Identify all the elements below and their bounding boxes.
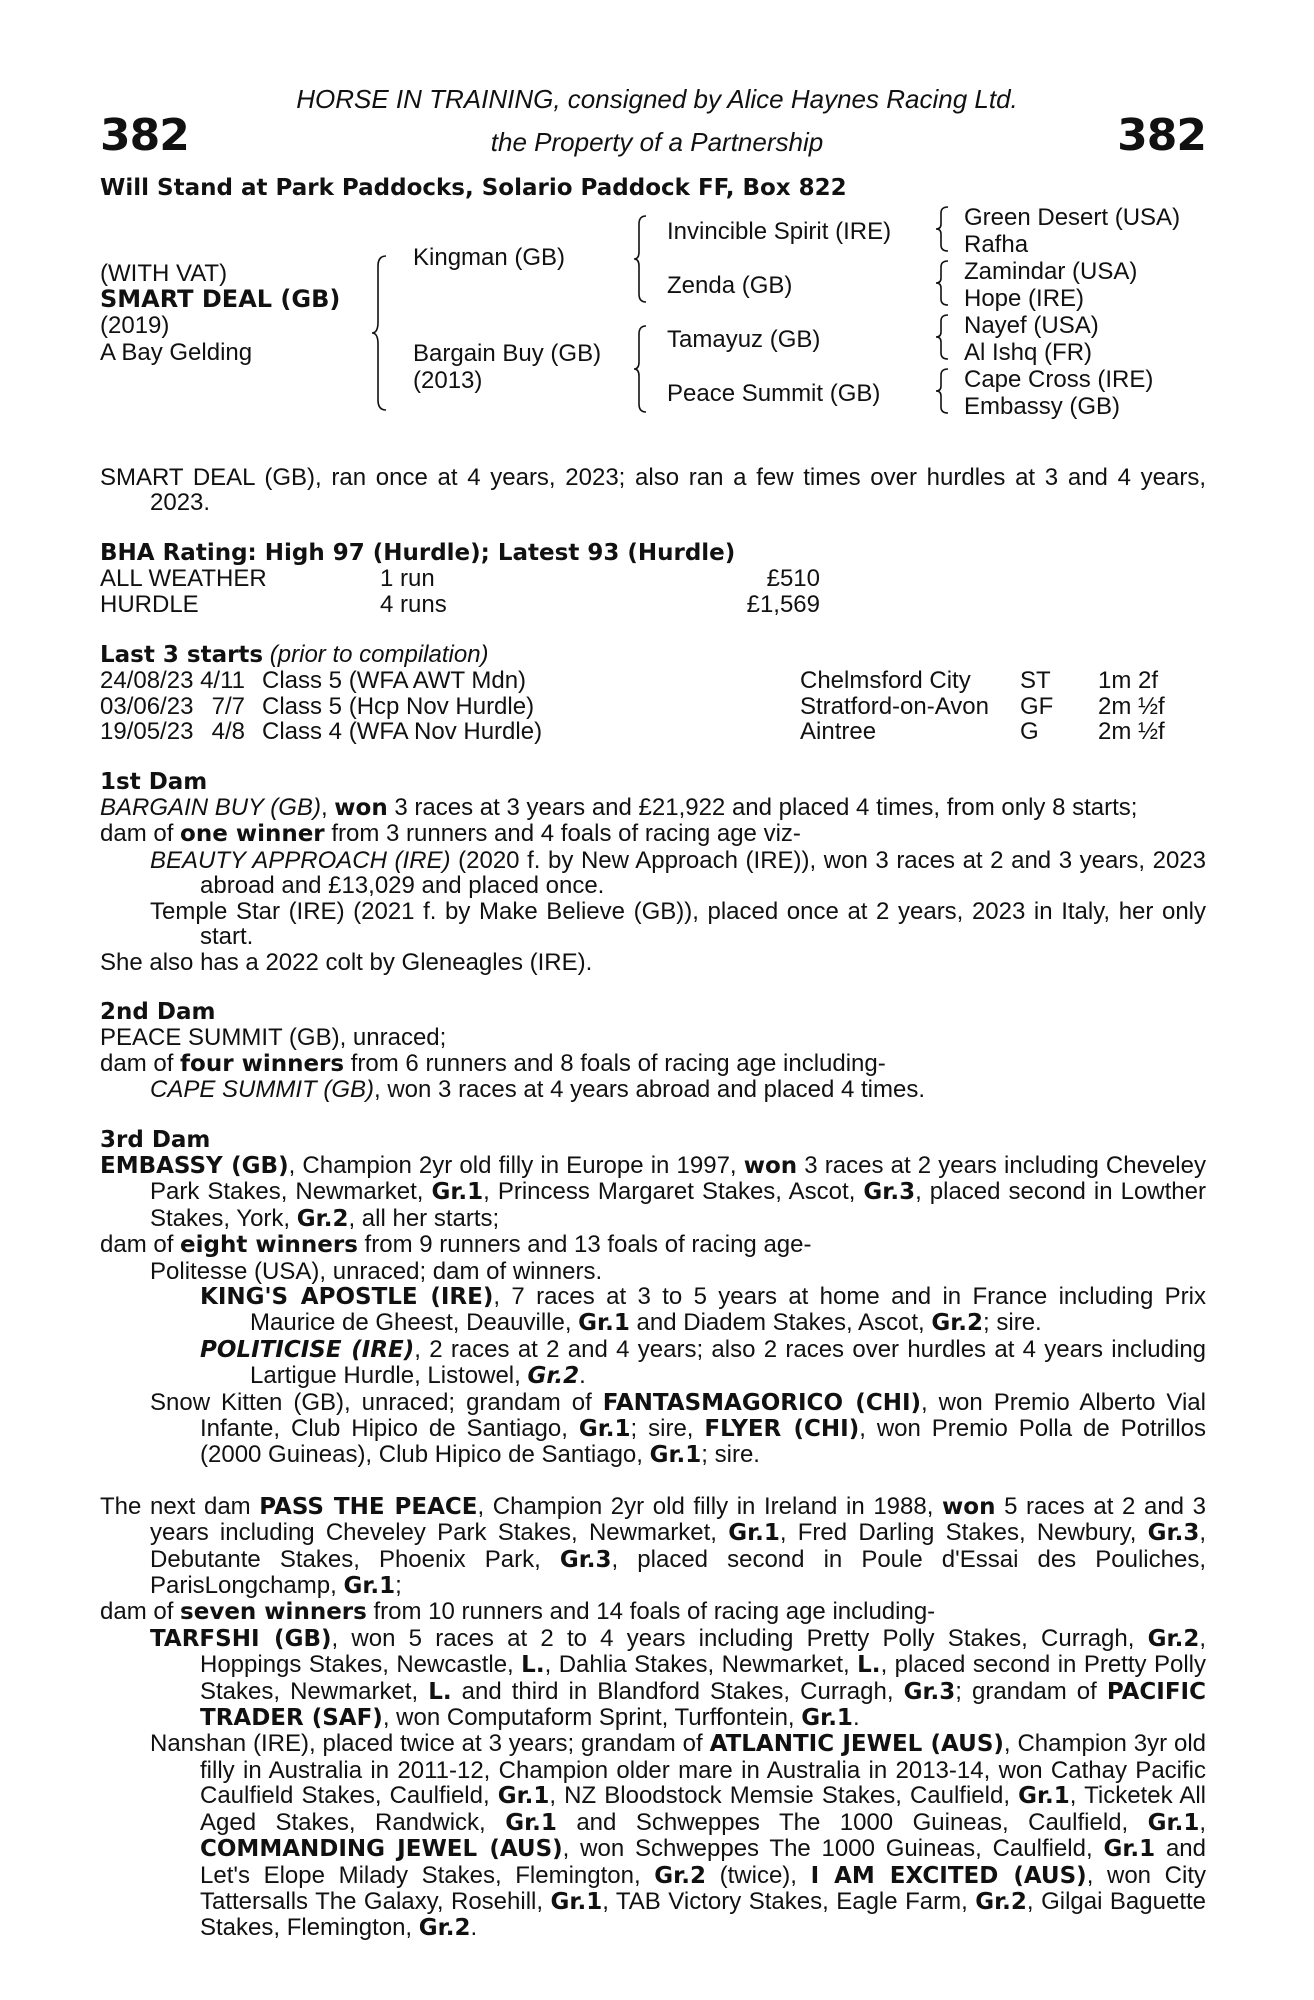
pedigree-bracket-sire — [634, 214, 652, 304]
second-dam-heading: 2nd Dam — [100, 998, 216, 1025]
rating-runs: 4 runs — [380, 590, 447, 618]
first-dam-record: BARGAIN BUY (GB), won 3 races at 3 years and £21,922 and placed 4 times, from only 8 starts; — [100, 794, 1138, 822]
stand-location: Will Stand at Park Paddocks, Solario Paddock FF, Box 822 — [100, 175, 847, 201]
next-dam-record: The next dam PASS THE PEACE, Champion 2yr old filly in Ireland in 1988, won 5 races at 2 and 3 years including Cheveley Park Stakes, Newmarket, Gr.1, Fred Darling Stakes, Newbury, Gr.3, Debutante Stakes, Phoenix Park, Gr.3, placed second in Poule d'Essai des Pouliches, ParisLongchamp, Gr.1; — [100, 1492, 1207, 1600]
start-distance: 1m 2f — [1098, 667, 1159, 695]
produce-entry: Politesse (USA), unraced; dam of winners. — [150, 1257, 603, 1285]
start-going: GF — [1020, 692, 1054, 720]
property-line: the Property of a Partnership — [490, 127, 824, 157]
dam-name: Bargain Buy (GB) — [413, 340, 602, 367]
third-dam-record: EMBASSY (GB), Champion 2yr old filly in Europe in 1997, won 3 races at 2 years including Cheveley Park Stakes, Newmarket, Gr.1, Princess Margaret Stakes, Ascot, Gr.3, placed second in Lowther Stakes, York, Gr.2, all her starts; — [100, 1151, 1206, 1232]
pedigree-bracket-g3-2 — [936, 259, 952, 309]
table-row — [100, 719, 1165, 744]
start-race: Class 5 (Hcp Nov Hurdle) — [262, 692, 535, 720]
last-starts-heading: Last 3 starts (prior to compilation) — [100, 641, 489, 669]
start-distance: 2m ½f — [1098, 692, 1165, 720]
horse-description: A Bay Gelding — [100, 339, 253, 366]
start-position: 7/7 — [211, 692, 245, 720]
ancestor-3-1: Green Desert (USA) — [964, 204, 1181, 231]
start-distance: 2m ½f — [1098, 718, 1165, 746]
rating-prize: £510 — [766, 565, 820, 593]
produce-entry: CAPE SUMMIT (GB), won 3 races at 4 years abroad and placed 4 times. — [150, 1076, 925, 1104]
ancestor-3-8: Embassy (GB) — [964, 393, 1121, 420]
ancestor-3-3: Zamindar (USA) — [964, 258, 1138, 285]
table-row — [100, 566, 820, 591]
bha-rating-heading: BHA Rating: High 97 (Hurdle); Latest 93 (Hurdle) — [100, 539, 736, 566]
produce-entry: Nanshan (IRE), placed twice at 3 years; grandam of ATLANTIC JEWEL (AUS), Champion 3yr old filly in Australia in 2011-12, Champion older mare in Australia in 2013-14, won Cathay Pacific Caulfield Stakes, Caulfield, Gr.1, NZ Bloodstock Memsie Stakes, Caulfield, Gr.1, Ticketek All Aged Stakes, Randwick, Gr.1 and Schweppes The 1000 Guineas, Caulfield, Gr.1, COMMANDING JEWEL (AUS), won Schweppes The 1000 Guineas, Caulfield, Gr.1 and Let's Elope Milady Stakes, Flemington, Gr.2 (twice), I AM EXCITED (AUS), won City Tattersalls The Galaxy, Rosehill, Gr.1, TAB Victory Stakes, Eagle Farm, Gr.2, Gilgai Baguette Stakes, Flemington, Gr.2. — [150, 1730, 1207, 1942]
lot-number-right: 382 — [1117, 110, 1206, 161]
start-date: 03/06/23 — [100, 692, 194, 720]
pedigree-bracket-g3-1 — [936, 205, 952, 255]
ancestor-3-7: Cape Cross (IRE) — [964, 366, 1154, 393]
produce-entry: Snow Kitten (GB), unraced; grandam of FANTASMAGORICO (CHI), won Premio Alberto Vial Infante, Club Hipico de Santiago, Gr.1; sire, FLYER (CHI), won Premio Polla de Potrillos (2000 Guineas), Club Hipico de Santiago, Gr.1; sire. — [150, 1388, 1207, 1469]
ancestor-3-6: Al Ishq (FR) — [964, 339, 1093, 366]
table-row — [100, 694, 1165, 719]
first-dam-heading: 1st Dam — [100, 768, 208, 795]
start-going: G — [1020, 718, 1039, 746]
first-dam-produce: dam of one winner from 3 runners and 4 foals of racing age viz- — [100, 820, 801, 848]
start-race: Class 5 (WFA AWT Mdn) — [262, 667, 527, 695]
table-row — [100, 668, 1165, 693]
race-summary: SMART DEAL (GB), ran once at 4 years, 2023; also ran a few times over hurdles at 3 and 4 years, 2023. — [100, 464, 1206, 517]
start-date: 19/05/23 — [100, 718, 194, 746]
start-race: Class 4 (WFA Nov Hurdle) — [262, 718, 543, 746]
ancestor-3-5: Nayef (USA) — [964, 312, 1099, 339]
start-course: Chelmsford City — [800, 667, 971, 695]
second-dam-produce: dam of four winners from 6 runners and 8 foals of racing age including- — [100, 1049, 886, 1077]
rating-prize: £1,569 — [746, 590, 820, 618]
third-dam-produce: dam of eight winners from 9 runners and 13 foals of racing age- — [100, 1231, 812, 1259]
last-starts-table — [100, 668, 1165, 744]
produce-note: She also has a 2022 colt by Gleneagles (IRE). — [100, 948, 593, 976]
table-row — [100, 592, 820, 617]
pedigree-bracket-g3-3 — [936, 313, 952, 363]
granddam-paternal: Zenda (GB) — [667, 272, 793, 299]
start-going: ST — [1020, 667, 1051, 695]
start-position: 4/8 — [211, 718, 245, 746]
rating-runs: 1 run — [380, 565, 435, 593]
start-position: 4/11 — [200, 667, 245, 695]
horse-name: SMART DEAL (GB) — [100, 285, 341, 313]
produce-entry: TARFSHI (GB), won 5 races at 2 to 4 years including Pretty Polly Stakes, Curragh, Gr.2, Hoppings Stakes, Newcastle, L., Dahlia Stakes, Newmarket, L., placed second in Pretty Polly Stakes, Newmarket, L. and third in Blandford Stakes, Curragh, Gr.3; grandam of PACIFIC TRADER (SAF), won Computaform Sprint, Turffontein, Gr.1. — [150, 1624, 1206, 1732]
vat-note: (WITH VAT) — [100, 260, 228, 287]
grandsire-paternal: Invincible Spirit (IRE) — [667, 218, 892, 245]
second-dam-record: PEACE SUMMIT (GB), unraced; — [100, 1024, 447, 1052]
consignor-line: HORSE IN TRAINING, consigned by Alice Haynes Racing Ltd. — [296, 84, 1018, 114]
pedigree-bracket-dam — [634, 324, 652, 414]
third-dam-heading: 3rd Dam — [100, 1126, 211, 1153]
foaling-year: (2019) — [100, 312, 170, 339]
start-course: Stratford-on-Avon — [800, 692, 989, 720]
rating-type: HURDLE — [100, 590, 199, 618]
produce-entry: BEAUTY APPROACH (IRE) (2020 f. by New Approach (IRE)), won 3 races at 2 and 3 years, 2023 abroad and £13,029 and placed once. — [150, 846, 1206, 900]
pedigree-bracket-main — [372, 254, 392, 412]
rating-table — [100, 566, 820, 617]
start-course: Aintree — [800, 718, 877, 746]
ancestor-3-4: Hope (IRE) — [964, 285, 1085, 312]
granddam-maternal: Peace Summit (GB) — [667, 380, 881, 407]
grandsire-maternal: Tamayuz (GB) — [667, 326, 821, 353]
pedigree-bracket-g3-4 — [936, 367, 952, 417]
start-date: 24/08/23 — [100, 667, 194, 695]
sire-name: Kingman (GB) — [413, 244, 566, 271]
produce-entry: KING'S APOSTLE (IRE), 7 races at 3 to 5 years at home and in France including Prix Maurice de Gheest, Deauville, Gr.1 and Diadem Stakes, Ascot, Gr.2; sire. — [200, 1282, 1206, 1337]
rating-type: ALL WEATHER — [100, 565, 267, 593]
dam-year: (2013) — [413, 367, 483, 394]
produce-entry: POLITICISE (IRE), 2 races at 2 and 4 years; also 2 races over hurdles at 4 years including Lartigue Hurdle, Listowel, Gr.2. — [200, 1335, 1207, 1390]
next-dam-produce: dam of seven winners from 10 runners and 14 foals of racing age including- — [100, 1598, 936, 1626]
produce-entry: Temple Star (IRE) (2021 f. by Make Believe (GB)), placed once at 2 years, 2023 in Italy, her only start. — [150, 897, 1206, 951]
ancestor-3-2: Rafha — [964, 231, 1029, 258]
lot-number-left: 382 — [100, 110, 189, 161]
catalogue-body — [100, 465, 1206, 1942]
